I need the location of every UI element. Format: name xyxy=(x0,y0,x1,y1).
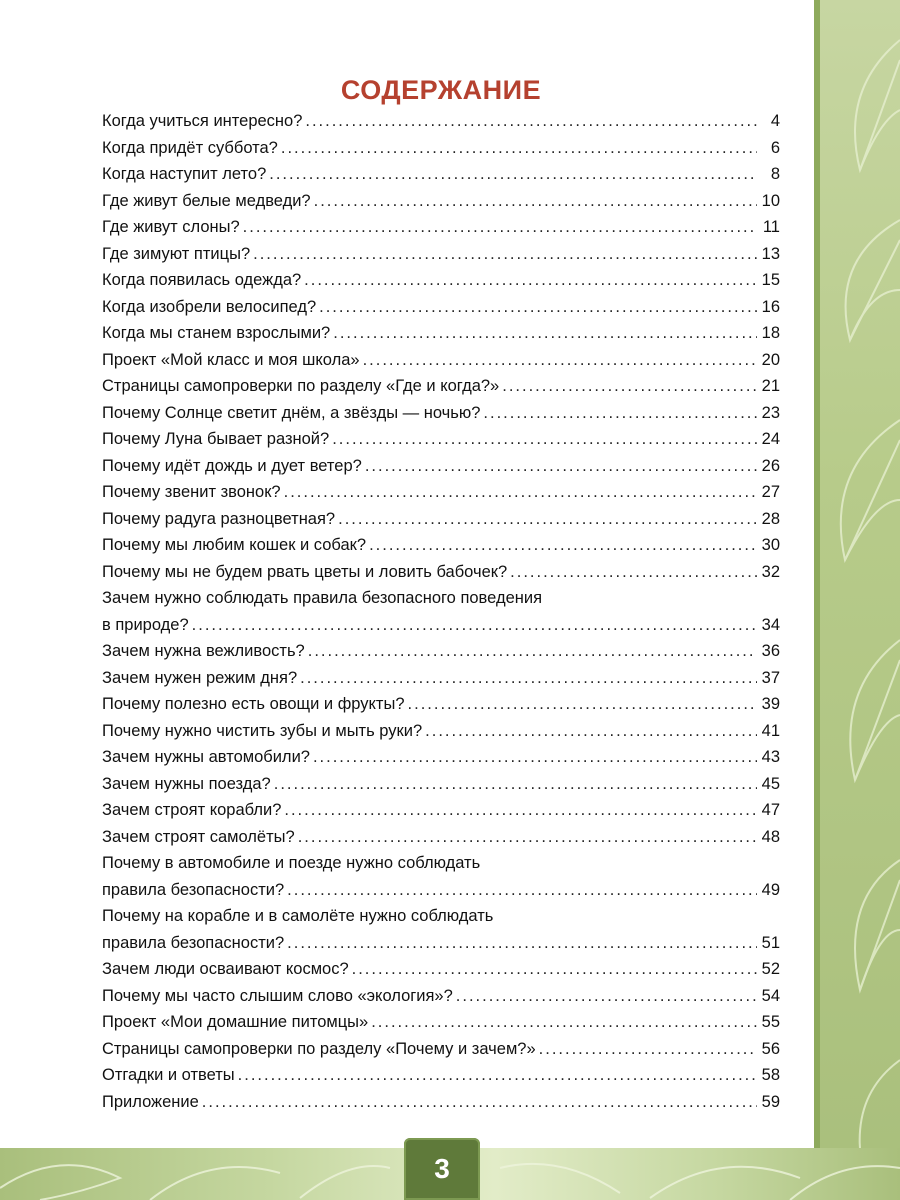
decorative-leaf-border xyxy=(814,0,900,1200)
page-number-badge xyxy=(404,1138,480,1200)
toc-entry-page: 45 xyxy=(761,774,780,793)
toc-entry[interactable] xyxy=(102,559,780,586)
toc-entry-text: Где зимуют птицы? xyxy=(102,244,251,263)
leader-dots xyxy=(408,691,757,718)
toc-entry-page: 51 xyxy=(761,933,780,952)
toc-entry-page: 41 xyxy=(761,721,780,740)
table-of-contents xyxy=(102,72,780,1115)
toc-entry-page: 59 xyxy=(761,1092,780,1111)
toc-entry-page: 28 xyxy=(761,509,780,528)
toc-entry[interactable] xyxy=(102,453,780,480)
toc-entry[interactable] xyxy=(102,294,780,321)
toc-entry-page: 27 xyxy=(761,483,780,501)
toc-entry-text-line2: правила безопасности? xyxy=(102,933,285,952)
toc-entry-text: Когда придёт суббота? xyxy=(102,138,278,157)
leaf-pattern-icon xyxy=(820,0,900,1200)
leader-dots xyxy=(298,824,757,851)
toc-entry[interactable] xyxy=(102,1009,780,1036)
toc-entry[interactable] xyxy=(102,347,780,374)
toc-entry-page: 56 xyxy=(761,1039,780,1058)
toc-entry[interactable] xyxy=(102,956,780,983)
toc-entry-page: 36 xyxy=(761,642,780,660)
leader-dots xyxy=(502,373,757,400)
leader-dots xyxy=(333,320,757,347)
leader-dots xyxy=(510,559,757,586)
toc-entry-text: Страницы самопроверки по разделу «Где и когда?» xyxy=(102,377,500,395)
toc-entry[interactable] xyxy=(102,506,780,533)
toc-entry-page: 37 xyxy=(761,668,780,687)
toc-entry-text: Проект «Мой класс и моя школа» xyxy=(102,350,360,369)
toc-entry-text: Почему мы любим кошек и собак? xyxy=(102,536,367,554)
toc-entry[interactable] xyxy=(102,161,780,188)
toc-entry-page: 10 xyxy=(761,191,780,210)
leader-dots xyxy=(274,771,757,798)
toc-entry-page: 39 xyxy=(761,695,780,713)
toc-entry-text: Почему полезно есть овощи и фрукты? xyxy=(102,695,405,713)
leader-dots xyxy=(300,665,757,692)
leader-dots xyxy=(352,956,757,983)
leader-dots xyxy=(308,638,757,665)
toc-entry-text: Зачем строят корабли? xyxy=(102,801,282,819)
toc-entry-multiline[interactable] xyxy=(102,903,780,956)
leader-dots xyxy=(456,983,757,1010)
toc-entry-page: 55 xyxy=(761,1013,780,1031)
toc-entry-text: Почему Солнце светит днём, а звёзды — ночью? xyxy=(102,403,481,422)
leader-dots xyxy=(304,267,757,294)
toc-entry-page: 24 xyxy=(761,430,780,448)
toc-entry-page: 49 xyxy=(761,880,780,899)
toc-entry-text: Когда учиться интересно? xyxy=(102,112,303,130)
leader-dots xyxy=(238,1062,757,1089)
toc-entry[interactable] xyxy=(102,771,780,798)
toc-entry-text: Почему радуга разноцветная? xyxy=(102,509,336,528)
toc-entry-text: Почему мы часто слышим слово «экология»? xyxy=(102,986,453,1005)
toc-entry[interactable] xyxy=(102,983,780,1010)
toc-entry-text: Почему мы не будем рвать цветы и ловить бабочек? xyxy=(102,562,508,581)
toc-entry-page: 52 xyxy=(761,960,780,978)
leader-dots xyxy=(483,400,757,427)
toc-entry[interactable] xyxy=(102,824,780,851)
toc-entry-page: 6 xyxy=(770,138,780,157)
leader-dots xyxy=(332,426,757,453)
toc-entry-text: Зачем нужны автомобили? xyxy=(102,748,310,766)
leader-dots xyxy=(287,877,757,904)
toc-entry-page: 13 xyxy=(761,244,780,263)
toc-entry-text: Зачем нужна вежливость? xyxy=(102,642,305,660)
toc-entry[interactable] xyxy=(102,797,780,824)
toc-entry[interactable] xyxy=(102,532,780,559)
toc-entry[interactable] xyxy=(102,718,780,745)
toc-entry-text: Приложение xyxy=(102,1092,199,1111)
toc-entry-multiline[interactable] xyxy=(102,585,780,638)
leader-dots xyxy=(269,161,757,188)
toc-entry-text-line2: в природе? xyxy=(102,615,189,634)
toc-entry-page: 20 xyxy=(761,350,780,369)
toc-entry-text: Почему звенит звонок? xyxy=(102,483,281,501)
toc-entry-text: Когда изобрели велосипед? xyxy=(102,297,317,316)
toc-entry-text: Когда появилась одежда? xyxy=(102,271,302,289)
leader-dots xyxy=(425,718,757,745)
toc-entry-text-line1: Почему на корабле и в самолёте нужно соблюдать xyxy=(102,907,494,925)
leader-dots xyxy=(284,479,757,506)
leader-dots xyxy=(284,797,757,824)
toc-entry[interactable] xyxy=(102,1062,780,1089)
leader-dots xyxy=(319,294,757,321)
toc-entry-text: Почему Луна бывает разной? xyxy=(102,430,330,448)
leader-dots xyxy=(313,744,757,771)
toc-entry-page: 54 xyxy=(761,986,780,1005)
toc-entry-page: 43 xyxy=(761,748,780,766)
toc-entry-text-line1: Почему в автомобиле и поезде нужно соблюдать xyxy=(102,854,481,872)
toc-entry-page: 23 xyxy=(761,403,780,422)
toc-entry-text: Когда мы станем взрослыми? xyxy=(102,324,331,342)
toc-entry[interactable] xyxy=(102,691,780,718)
toc-entry[interactable] xyxy=(102,1089,780,1116)
leader-dots xyxy=(369,532,757,559)
toc-entry-page: 32 xyxy=(761,562,780,581)
toc-entry-text: Зачем люди осваивают космос? xyxy=(102,960,349,978)
toc-entry-page: 30 xyxy=(761,536,780,554)
leader-dots xyxy=(371,1009,757,1036)
toc-entry[interactable] xyxy=(102,241,780,268)
toc-entry-page: 16 xyxy=(761,297,780,316)
toc-entry[interactable] xyxy=(102,267,780,294)
toc-entry[interactable] xyxy=(102,320,780,347)
toc-entry[interactable] xyxy=(102,1036,780,1063)
leader-dots xyxy=(243,214,757,241)
toc-entry-text: Почему идёт дождь и дует ветер? xyxy=(102,456,362,475)
leader-dots xyxy=(539,1036,757,1063)
toc-entry[interactable] xyxy=(102,214,780,241)
toc-entry[interactable] xyxy=(102,479,780,506)
leader-dots xyxy=(314,188,757,215)
toc-entry-page: 4 xyxy=(770,112,780,130)
toc-entry-page: 48 xyxy=(761,827,780,846)
page-number: 3 xyxy=(434,1153,450,1184)
toc-entry-text: Отгадки и ответы xyxy=(102,1066,235,1084)
toc-entry-text: Зачем нужен режим дня? xyxy=(102,668,298,687)
leader-dots xyxy=(287,930,757,957)
toc-entry-text: Когда наступит лето? xyxy=(102,165,267,183)
leader-dots xyxy=(363,347,757,374)
toc-entry-text: Где живут белые медведи? xyxy=(102,191,311,210)
toc-entry-text: Зачем нужны поезда? xyxy=(102,774,271,793)
toc-entry-multiline[interactable] xyxy=(102,850,780,903)
toc-entry-page: 47 xyxy=(761,801,780,819)
toc-entry-page: 26 xyxy=(761,456,780,475)
toc-entry[interactable] xyxy=(102,665,780,692)
toc-entry-text-line2: правила безопасности? xyxy=(102,880,285,899)
toc-entry[interactable] xyxy=(102,744,780,771)
toc-entry-text: Проект «Мои домашние питомцы» xyxy=(102,1013,369,1031)
leader-dots xyxy=(305,108,757,135)
toc-entry-text: Почему нужно чистить зубы и мыть руки? xyxy=(102,721,423,740)
toc-entry-page: 11 xyxy=(762,218,780,236)
toc-entry-page: 18 xyxy=(761,324,780,342)
toc-entry[interactable] xyxy=(102,108,780,135)
toc-entry[interactable] xyxy=(102,400,780,427)
page-title: СОДЕРЖАНИЕ xyxy=(340,75,542,105)
toc-entry-page: 58 xyxy=(761,1066,780,1084)
toc-entry-page: 15 xyxy=(761,271,780,289)
toc-entry-text: Где живут слоны? xyxy=(102,218,240,236)
leader-dots xyxy=(338,506,757,533)
toc-entry-text: Страницы самопроверки по разделу «Почему и зачем?» xyxy=(102,1039,536,1058)
toc-entry[interactable] xyxy=(102,426,780,453)
leader-dots xyxy=(202,1089,757,1116)
toc-entry-page: 34 xyxy=(761,615,780,634)
leader-dots xyxy=(281,135,757,162)
toc-entry-text-line1: Зачем нужно соблюдать правила безопасного поведения xyxy=(102,589,543,607)
toc-entry[interactable] xyxy=(102,373,780,400)
toc-entry-page: 21 xyxy=(761,377,780,395)
toc-entry-text: Зачем строят самолёты? xyxy=(102,827,295,846)
toc-list xyxy=(102,108,780,1115)
toc-entry-page: 8 xyxy=(770,165,780,183)
leader-dots xyxy=(192,612,757,639)
leader-dots xyxy=(253,241,757,268)
toc-entry[interactable] xyxy=(102,638,780,665)
toc-entry[interactable] xyxy=(102,135,780,162)
leader-dots xyxy=(365,453,757,480)
toc-entry[interactable] xyxy=(102,188,780,215)
